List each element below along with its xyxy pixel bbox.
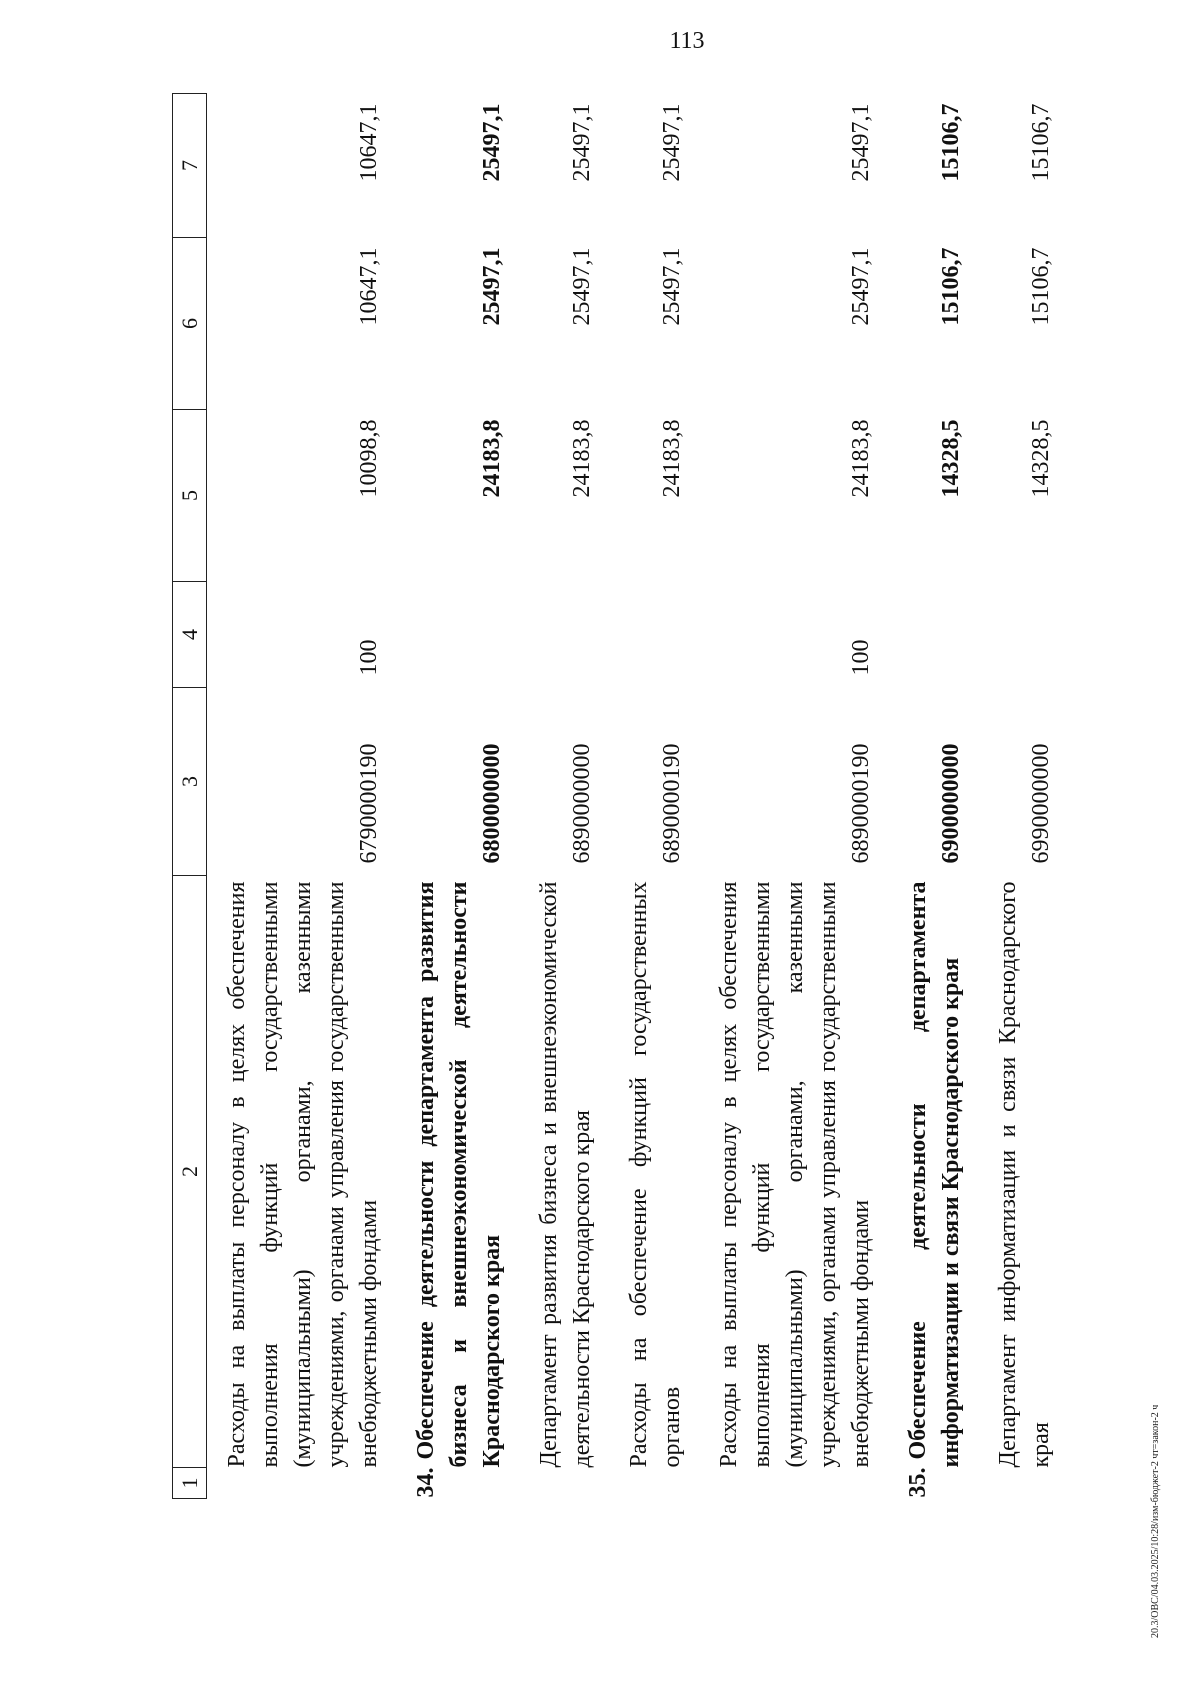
- row-expense-type: [609, 582, 699, 688]
- row-value-col-5: 24183,8: [479, 419, 505, 498]
- row-value-col-7: 15106,7: [938, 103, 964, 182]
- row-name-cell: [888, 876, 978, 1498]
- row-value-col-7: 15106,7: [1028, 103, 1054, 182]
- row-expense-type: [978, 582, 1068, 688]
- row-expense-type: [888, 582, 978, 688]
- row-value-col-5: 10098,8: [356, 419, 382, 498]
- row-code: 6900000000: [938, 743, 964, 864]
- row-value-col-7: 25497,1: [569, 103, 595, 182]
- row-code: 6790000190: [356, 743, 382, 864]
- footer-note: 20.3/OBC/04.03.2025/10:28/изм-бюджет-2 чт=закон-2 ч: [1150, 1404, 1161, 1638]
- row-value-col-7: 25497,1: [848, 103, 874, 182]
- header-col-6: 6: [173, 238, 207, 410]
- row-expense-type: 100: [356, 639, 382, 676]
- row-spacer-cell: [207, 1468, 397, 1499]
- row-name: Расходы на обеспечение функций государственных органов: [626, 881, 685, 1468]
- row-code: 6890000190: [659, 743, 685, 864]
- header-col-7: 7: [173, 94, 207, 238]
- row-code: 6890000190: [848, 743, 874, 864]
- rotated-table-frame: [172, 101, 1054, 1499]
- row-name: Департамент информатизации и связи Краснодарского края: [995, 881, 1054, 1468]
- row-expense-type: 100: [848, 639, 874, 676]
- table-row: [609, 94, 699, 1499]
- table-row: [888, 94, 978, 1499]
- row-value-col-7: 25497,1: [659, 103, 685, 182]
- table-header-row: [173, 94, 207, 1499]
- row-spacer-cell: [699, 1468, 888, 1499]
- row-index: 34.: [413, 1467, 439, 1498]
- row-value-col-6: 15106,7: [1028, 247, 1054, 326]
- row-name-cell: [207, 876, 397, 1468]
- page-number: 113: [669, 28, 705, 54]
- row-value-col-6: 25497,1: [848, 247, 874, 326]
- header-col-4: 4: [173, 582, 207, 688]
- row-value-col-5: 24183,8: [848, 419, 874, 498]
- row-expense-type: [396, 582, 519, 688]
- row-value-col-7: 25497,1: [479, 103, 505, 182]
- row-index: 35.: [905, 1467, 931, 1498]
- table-row: [699, 94, 888, 1499]
- budget-table: [172, 93, 1068, 1499]
- row-value-col-6: 25497,1: [659, 247, 685, 326]
- row-name: Расходы на выплаты персоналу в целях обеспечения выполнения функций государственными (муниципальными) органами, казенными учреждениями, органами управления государственными внебюджетными фондами: [224, 881, 382, 1468]
- table-row: [396, 94, 519, 1499]
- row-name: Расходы на выплаты персоналу в целях обеспечения выполнения функций государственными (муниципальными) органами, казенными учреждениями, органами управления государственными внебюджетными фондами: [716, 881, 874, 1468]
- row-code: 6800000000: [479, 743, 505, 864]
- row-value-col-7: 10647,1: [356, 103, 382, 182]
- table-row: [207, 94, 397, 1499]
- row-spacer-cell: [609, 1468, 699, 1499]
- row-name-cell: [609, 876, 699, 1468]
- row-name: Обеспечение деятельности департамента развития бизнеса и внешнеэкономической деятельности Краснодарского края: [413, 881, 505, 1468]
- row-expense-type: [519, 582, 609, 688]
- row-name-cell: [978, 876, 1068, 1468]
- row-spacer-cell: [519, 1468, 609, 1499]
- budget-table-body: [173, 94, 1069, 1499]
- row-value-col-6: 25497,1: [479, 247, 505, 326]
- row-value-col-6: 10647,1: [356, 247, 382, 326]
- header-col-2: 2: [173, 876, 207, 1468]
- row-name: Департамент развития бизнеса и внешнеэкономической деятельности Краснодарского края: [536, 881, 595, 1468]
- header-col-3: 3: [173, 688, 207, 876]
- row-value-col-6: 25497,1: [569, 247, 595, 326]
- row-name: Обеспечение деятельности департамента информатизации и связи Краснодарского края: [905, 881, 964, 1468]
- table-row: [519, 94, 609, 1499]
- row-spacer-cell: [888, 1468, 978, 1499]
- row-value-col-5: 24183,8: [569, 419, 595, 498]
- row-value-col-6: 15106,7: [938, 247, 964, 326]
- header-col-5: 5: [173, 410, 207, 582]
- header-col-1: 1: [173, 1468, 207, 1499]
- row-value-col-5: 24183,8: [659, 419, 685, 498]
- row-name-cell: [519, 876, 609, 1468]
- row-code: 6990000000: [1028, 743, 1054, 864]
- row-name-cell: [396, 876, 519, 1498]
- row-value-col-5: 14328,5: [938, 419, 964, 498]
- row-value-col-5: 14328,5: [1028, 419, 1054, 498]
- row-name-cell: [699, 876, 888, 1468]
- row-code: 6890000000: [569, 743, 595, 864]
- table-row: [978, 94, 1068, 1499]
- row-spacer-cell: [978, 1468, 1068, 1499]
